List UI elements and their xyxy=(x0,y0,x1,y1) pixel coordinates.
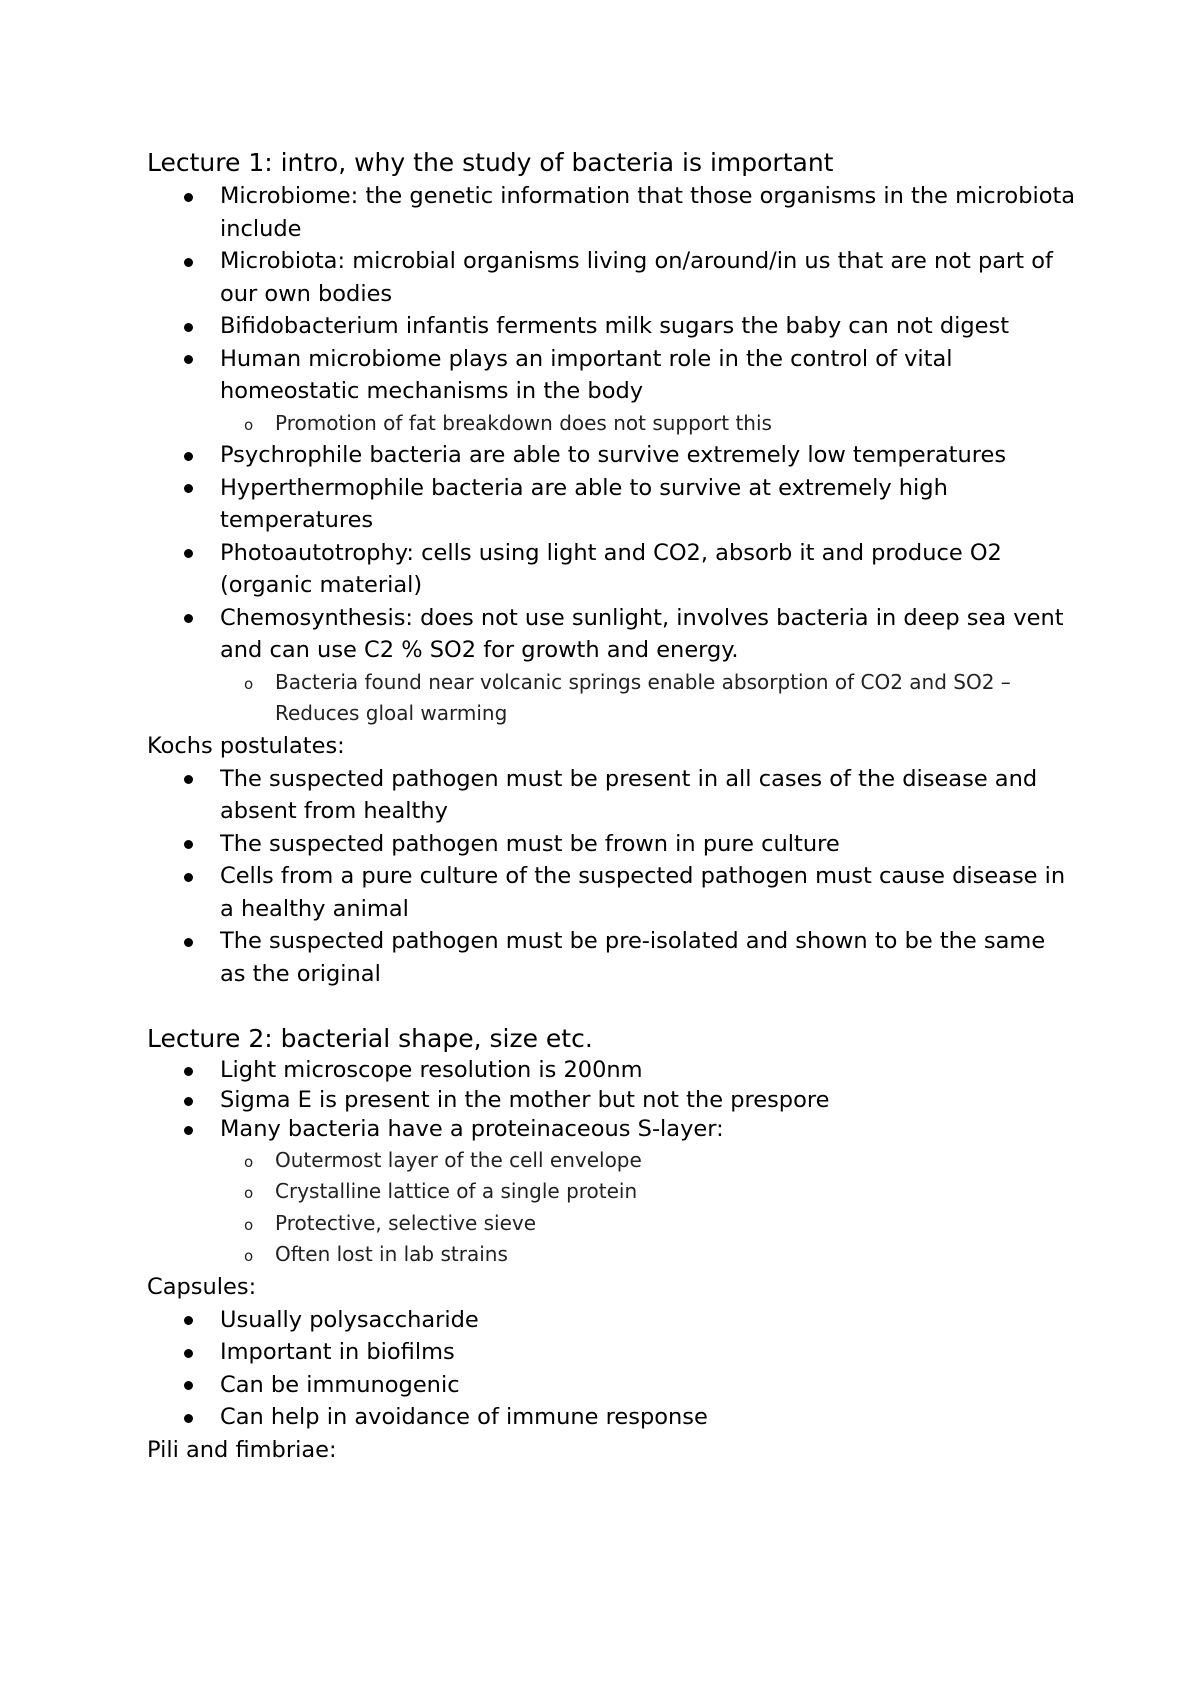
list-item: The suspected pathogen must be pre-isolated and shown to be the same as the original xyxy=(147,925,1077,990)
list-item: Microbiome: the genetic information that those organisms in the microbiota include xyxy=(147,180,1077,245)
bullet-icon xyxy=(184,484,193,493)
lecture-1-heading: Lecture 1: intro, why the study of bacteria is important xyxy=(147,148,834,177)
lecture-2-list xyxy=(147,1056,1077,1271)
list-item: The suspected pathogen must be present in all cases of the disease and absent from healthy xyxy=(147,763,1077,828)
bullet-icon xyxy=(184,1126,193,1135)
bullet-icon xyxy=(184,873,193,882)
list-item: Sigma E is present in the mother but not the prespore xyxy=(147,1086,1077,1116)
list-item: The suspected pathogen must be frown in pure culture xyxy=(147,828,1077,861)
kochs-postulates-list xyxy=(147,763,1077,991)
list-item: Cells from a pure culture of the suspected pathogen must cause disease in a healthy animal xyxy=(147,860,1077,925)
sub-list xyxy=(147,408,1077,440)
list-item: Bifidobacterium infantis ferments milk sugars the baby can not digest xyxy=(147,310,1077,343)
sub-list-item: o Bacteria found near volcanic springs enable absorption of CO2 and SO2 – Reduces gloal warming xyxy=(147,667,1077,730)
lecture-1-list xyxy=(147,180,1077,730)
bullet-icon xyxy=(184,1349,193,1358)
list-item: Photoautotrophy: cells using light and CO2, absorb it and produce O2 (organic material) xyxy=(147,537,1077,602)
lecture-2-heading: Lecture 2: bacterial shape, size etc. xyxy=(147,1024,593,1053)
capsules-heading: Capsules: xyxy=(147,1273,257,1300)
capsules-list xyxy=(147,1304,1077,1434)
bullet-icon xyxy=(184,193,193,202)
bullet-icon xyxy=(184,1067,193,1076)
list-item: Can help in avoidance of immune response xyxy=(147,1401,1077,1434)
list-item: Psychrophile bacteria are able to survive extremely low temperatures xyxy=(147,439,1077,472)
circle-bullet-icon: o xyxy=(244,1152,254,1171)
bullet-icon xyxy=(184,614,193,623)
circle-bullet-icon: o xyxy=(244,674,254,693)
document-page xyxy=(147,146,1077,1467)
bullet-icon xyxy=(184,1316,193,1325)
list-item: Microbiota: microbial organisms living on/around/in us that are not part of our own bodies xyxy=(147,245,1077,310)
bullet-icon xyxy=(184,1381,193,1390)
sub-list-item: o Promotion of fat breakdown does not support this xyxy=(147,408,1077,440)
bullet-icon xyxy=(184,938,193,947)
circle-bullet-icon: o xyxy=(244,1247,254,1265)
list-item: Human microbiome plays an important role in the control of vital homeostatic mechanisms in the body xyxy=(147,343,1077,408)
bullet-icon xyxy=(184,1097,193,1106)
circle-bullet-icon: o xyxy=(244,1184,254,1202)
bullet-icon xyxy=(184,452,193,461)
sub-list-item: o Outermost layer of the cell envelope xyxy=(147,1145,1077,1177)
sub-list xyxy=(147,1145,1077,1271)
circle-bullet-icon: o xyxy=(244,1215,254,1234)
bullet-icon xyxy=(184,1414,193,1423)
pili-fimbriae-heading: Pili and fimbriae: xyxy=(147,1436,337,1463)
kochs-postulates-heading: Kochs postulates: xyxy=(147,732,345,759)
bullet-icon xyxy=(184,258,193,267)
bullet-icon xyxy=(184,775,193,784)
list-item: Many bacteria have a proteinaceous S-layer: xyxy=(147,1115,1077,1145)
list-item: Can be immunogenic xyxy=(147,1369,1077,1402)
sub-list-item: o Often lost in lab strains xyxy=(147,1239,1077,1271)
list-item: Chemosynthesis: does not use sunlight, involves bacteria in deep sea vent and can use C2 % SO2 for growth and energy. xyxy=(147,602,1077,667)
list-item: Usually polysaccharide xyxy=(147,1304,1077,1337)
sub-list-item: o Crystalline lattice of a single protein xyxy=(147,1176,1077,1208)
bullet-icon xyxy=(184,840,193,849)
circle-bullet-icon: o xyxy=(244,415,254,434)
list-item: Light microscope resolution is 200nm xyxy=(147,1056,1077,1086)
sub-list xyxy=(147,667,1077,730)
bullet-icon xyxy=(184,355,193,364)
list-item: Important in biofilms xyxy=(147,1336,1077,1369)
sub-list-item: o Protective, selective sieve xyxy=(147,1208,1077,1240)
list-item: Hyperthermophile bacteria are able to survive at extremely high temperatures xyxy=(147,472,1077,537)
bullet-icon xyxy=(184,323,193,332)
bullet-icon xyxy=(184,549,193,558)
